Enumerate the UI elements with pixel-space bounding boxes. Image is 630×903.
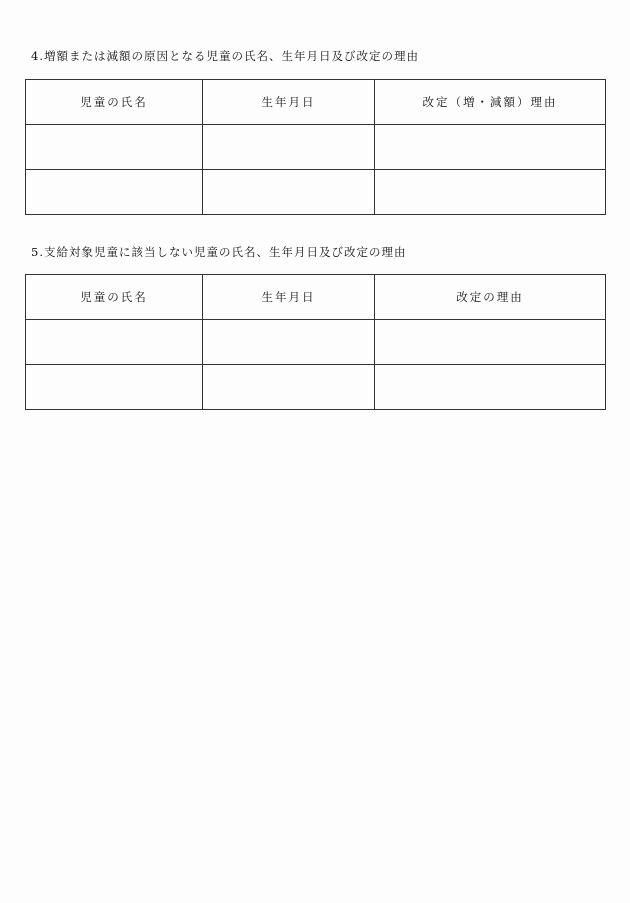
- header-revision-reason: 改定（増・減額）理由: [375, 80, 606, 125]
- table-row: [26, 170, 606, 215]
- table-row: [26, 320, 606, 365]
- section-5-table: [25, 274, 606, 410]
- revision-reason-cell[interactable]: [375, 365, 606, 410]
- header-revision-reason: 改定の理由: [375, 275, 606, 320]
- birth-date-cell[interactable]: [203, 365, 375, 410]
- revision-reason-cell[interactable]: [375, 320, 606, 365]
- header-child-name: 児童の氏名: [26, 275, 203, 320]
- child-name-cell[interactable]: [26, 320, 203, 365]
- header-child-name: 児童の氏名: [26, 80, 203, 125]
- birth-date-cell[interactable]: [203, 170, 375, 215]
- header-birth-date: 生年月日: [203, 80, 375, 125]
- birth-date-cell[interactable]: [203, 125, 375, 170]
- section-4-title: 4.増額または減額の原因となる児童の氏名、生年月日及び改定の理由: [31, 49, 419, 63]
- table-row: [26, 125, 606, 170]
- section-4-table: [25, 79, 606, 215]
- table-header-row: [26, 275, 606, 320]
- header-birth-date: 生年月日: [203, 275, 375, 320]
- revision-reason-cell[interactable]: [375, 170, 606, 215]
- revision-reason-cell[interactable]: [375, 125, 606, 170]
- child-name-cell[interactable]: [26, 365, 203, 410]
- child-name-cell[interactable]: [26, 170, 203, 215]
- table-row: [26, 365, 606, 410]
- table-header-row: [26, 80, 606, 125]
- child-name-cell[interactable]: [26, 125, 203, 170]
- birth-date-cell[interactable]: [203, 320, 375, 365]
- section-5-title: 5.支給対象児童に該当しない児童の氏名、生年月日及び改定の理由: [31, 245, 407, 259]
